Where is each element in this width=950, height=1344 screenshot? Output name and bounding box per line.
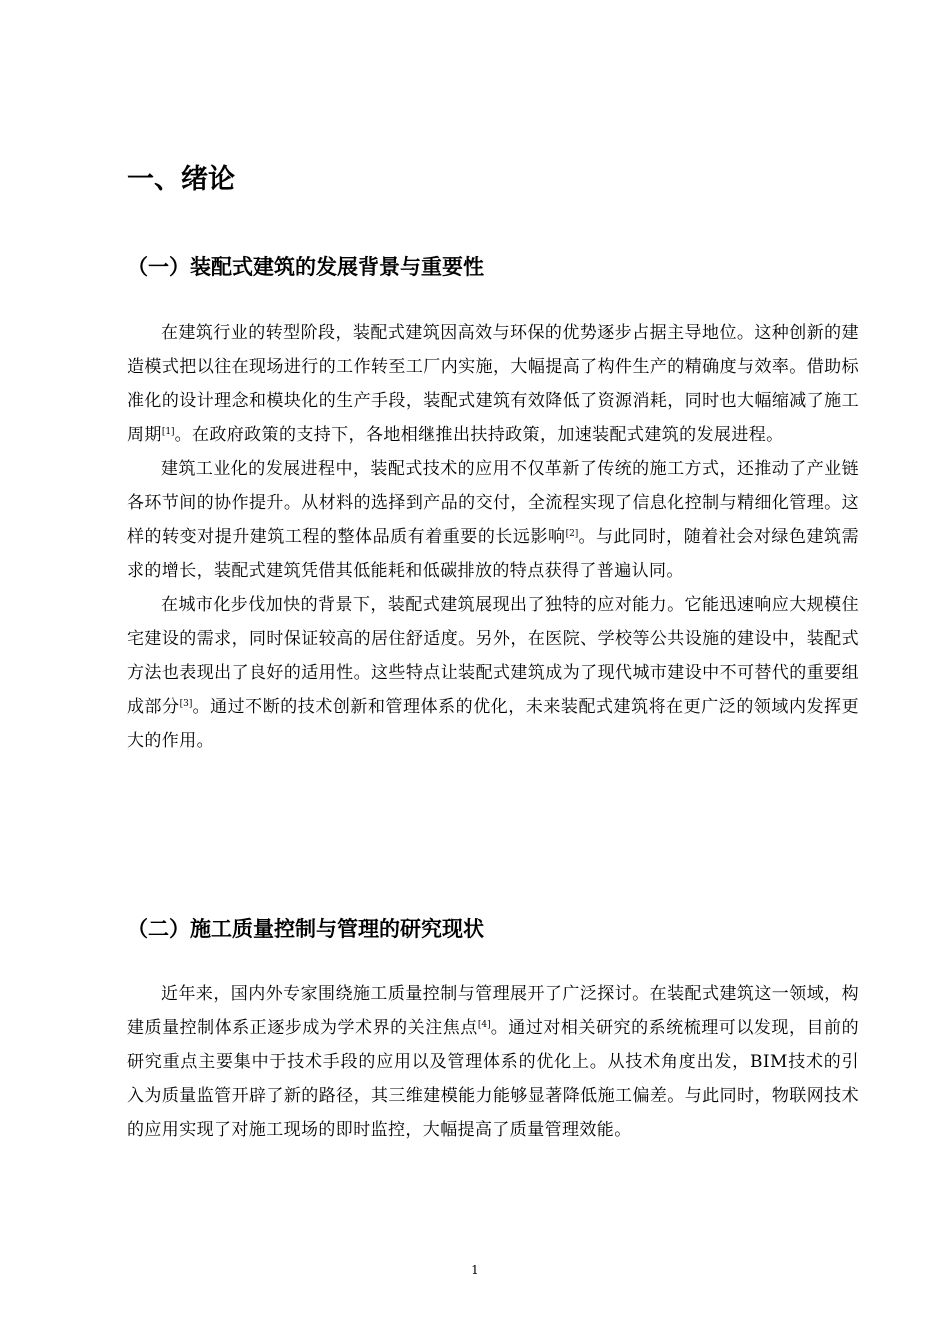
section-body-research-status [127, 977, 859, 1147]
paragraph [127, 452, 859, 588]
citation-marker: [2] [565, 529, 579, 539]
citation-marker: [1] [161, 427, 175, 437]
paragraph [127, 316, 859, 452]
paragraph-text: 。通过不断的技术创新和管理体系的优化，未来装配式建筑将在更广泛的领域内发挥更大的作用。 [127, 697, 860, 751]
section-heading-research-status: （二）施工质量控制与管理的研究现状 [127, 917, 484, 941]
paragraph-text: 在城市化步伐加快的背景下，装配式建筑展现出了独特的应对能力。它能迅速响应大规模住宅建设的需求，同时保证较高的居住舒适度。另外，在医院、学校等公共设施的建设中，装配式方法也表现出了良好的适用性。这些特点让装配式建筑成为了现代城市建设中不可替代的重要组成部分 [127, 595, 859, 717]
chapter-heading: 一、绪论 [127, 164, 235, 195]
paragraph-text: 。通过对相关研究的系统梳理可以发现，目前的研究重点主要集中于技术手段的应用以及管理体系的优化上。从技术角度出发，BIM技术的引入为质量监管开辟了新的路径，其三维建模能力能够显著降低施工偏差。与此同时，物联网技术的应用实现了对施工现场的即时监控，大幅提高了质量管理效能。 [127, 1018, 860, 1140]
paragraph [127, 977, 859, 1147]
paragraph-text: 。在政府政策的支持下，各地相继推出扶持政策，加速装配式建筑的发展进程。 [174, 425, 784, 445]
paragraph-text: 建筑工业化的发展进程中，装配式技术的应用不仅革新了传统的施工方式，还推动了产业链各环节间的协作提升。从材料的选择到产品的交付，全流程实现了信息化控制与精细化管理。这样的转变对提升建筑工程的整体品质有着重要的长远影响 [127, 459, 859, 547]
paragraph-text: 在建筑行业的转型阶段，装配式建筑因高效与环保的优势逐步占据主导地位。这种创新的建造模式把以往在现场进行的工作转至工厂内实施，大幅提高了构件生产的精确度与效率。借助标准化的设计理念和模块化的生产手段，装配式建筑有效降低了资源消耗，同时也大幅缩减了施工周期 [127, 323, 859, 445]
page-number: 1 [471, 1263, 479, 1277]
citation-marker: [4] [477, 1020, 491, 1030]
citation-marker: [3] [179, 699, 193, 709]
section-heading-background: （一）装配式建筑的发展背景与重要性 [127, 255, 484, 279]
paragraph-text: 。与此同时，随着社会对绿色建筑需求的增长，装配式建筑凭借其低能耗和低碳排放的特点获得了普遍认同。 [127, 527, 859, 581]
section-body-background [127, 316, 859, 758]
paragraph-text: 近年来，国内外专家围绕施工质量控制与管理展开了广泛探讨。在装配式建筑这一领域，构建质量控制体系正逐步成为学术界的关注焦点 [127, 984, 859, 1038]
paragraph [127, 588, 859, 758]
